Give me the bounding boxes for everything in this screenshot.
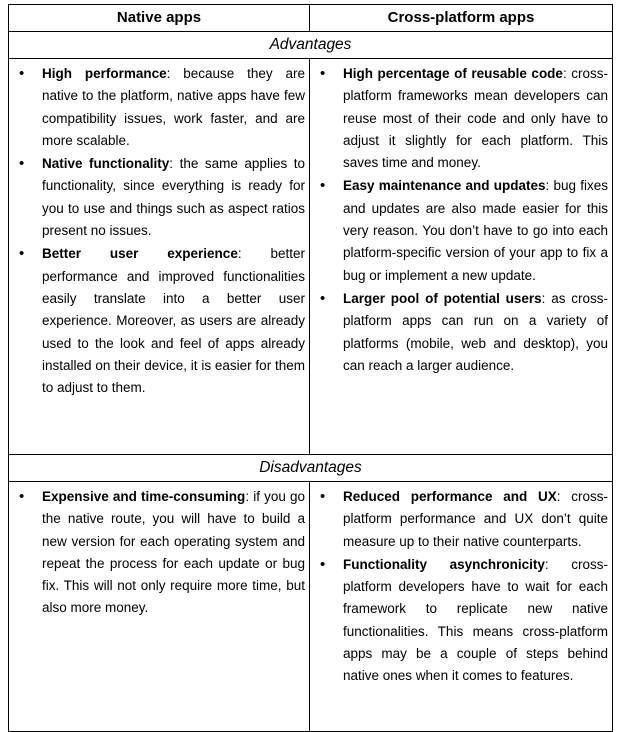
- item-title: Larger pool of potential users: [343, 290, 542, 306]
- item-text: the same applies to functionality, since everything is ready for you to use and things such as aspect ratios present no issues.: [42, 156, 305, 239]
- cross-advantages-cell: [310, 59, 613, 455]
- item-text: bug fixes and updates are also made easier for this very reason. You don’t have to go into each platform-specific version of your app to fix a bug or implement a new update.: [343, 178, 608, 283]
- item-title: Functionality asynchronicity: [343, 556, 545, 572]
- item-title: Better user experience: [42, 246, 238, 262]
- list-item: [9, 486, 305, 620]
- item-sep: :: [237, 246, 242, 262]
- disadvantages-row: [9, 482, 613, 732]
- disadvantages-section-row: [9, 455, 613, 482]
- item-text: cross-platform performance and UX don’t quite measure up to their native counterparts.: [343, 489, 608, 549]
- header-native-apps: Native apps: [9, 5, 310, 32]
- native-disadvantages-list: [9, 482, 309, 623]
- list-item: [310, 63, 608, 174]
- list-item: [310, 175, 608, 286]
- native-advantages-cell: [9, 59, 310, 455]
- native-disadvantages-cell: [9, 482, 310, 732]
- header-cross-platform-apps: Cross-platform apps: [310, 5, 613, 32]
- advantages-row: [9, 59, 613, 455]
- disadvantages-heading: Disadvantages: [9, 455, 613, 482]
- item-sep: :: [541, 290, 546, 306]
- item-text: as cross-platform apps can run on a variety of platforms (mobile, web and desktop), you can reach a larger audience.: [343, 290, 608, 373]
- list-item: [9, 63, 305, 152]
- item-sep: :: [562, 66, 567, 81]
- comparison-table: [8, 4, 613, 732]
- item-title: Easy maintenance and updates: [343, 178, 546, 194]
- item-title: Expensive and time-consuming: [42, 489, 246, 504]
- native-advantages-list: [9, 59, 309, 402]
- item-title: Native functionality: [42, 156, 170, 172]
- list-item: [310, 554, 608, 688]
- advantages-section-row: [9, 32, 613, 59]
- item-sep: :: [544, 556, 549, 572]
- item-sep: :: [556, 489, 561, 504]
- list-item: [9, 153, 305, 242]
- list-item: [310, 486, 608, 553]
- item-title: High performance: [42, 66, 167, 81]
- item-text: if you go the native route, you will have to build a new version for each operating system and repeat the process for each update or bug fix. This will not only require more time, but also more money.: [42, 489, 305, 616]
- item-sep: :: [169, 156, 174, 172]
- item-sep: :: [245, 489, 250, 504]
- list-item: [310, 288, 608, 377]
- item-sep: :: [166, 66, 171, 81]
- advantages-heading: Advantages: [9, 32, 613, 59]
- item-title: Reduced performance and UX: [343, 489, 557, 504]
- item-sep: :: [545, 178, 550, 194]
- cross-disadvantages-cell: [310, 482, 613, 732]
- header-row: [9, 5, 613, 32]
- item-text: cross-platform developers have to wait for each framework to replicate new native functionalities. This means cross-platform apps may be a couple of steps behind native ones when it comes to features.: [343, 556, 608, 684]
- list-item: [9, 243, 305, 399]
- item-text: because they are native to the platform, native apps have few compatibility issues, work faster, and are more scalable.: [42, 66, 305, 148]
- item-title: High percentage of reusable code: [343, 66, 563, 81]
- item-text: cross-platform frameworks mean developers can reuse most of their code and only have to adjust it slightly for each platform. This saves time and money.: [343, 66, 609, 171]
- item-text: better performance and improved functionalities easily translate into a better user experience. Moreover, as users are already used to the look and feel of apps already installed on their device, it is easier for them to adjust to them.: [42, 246, 305, 396]
- cross-advantages-list: [310, 59, 612, 380]
- cross-disadvantages-list: [310, 482, 612, 691]
